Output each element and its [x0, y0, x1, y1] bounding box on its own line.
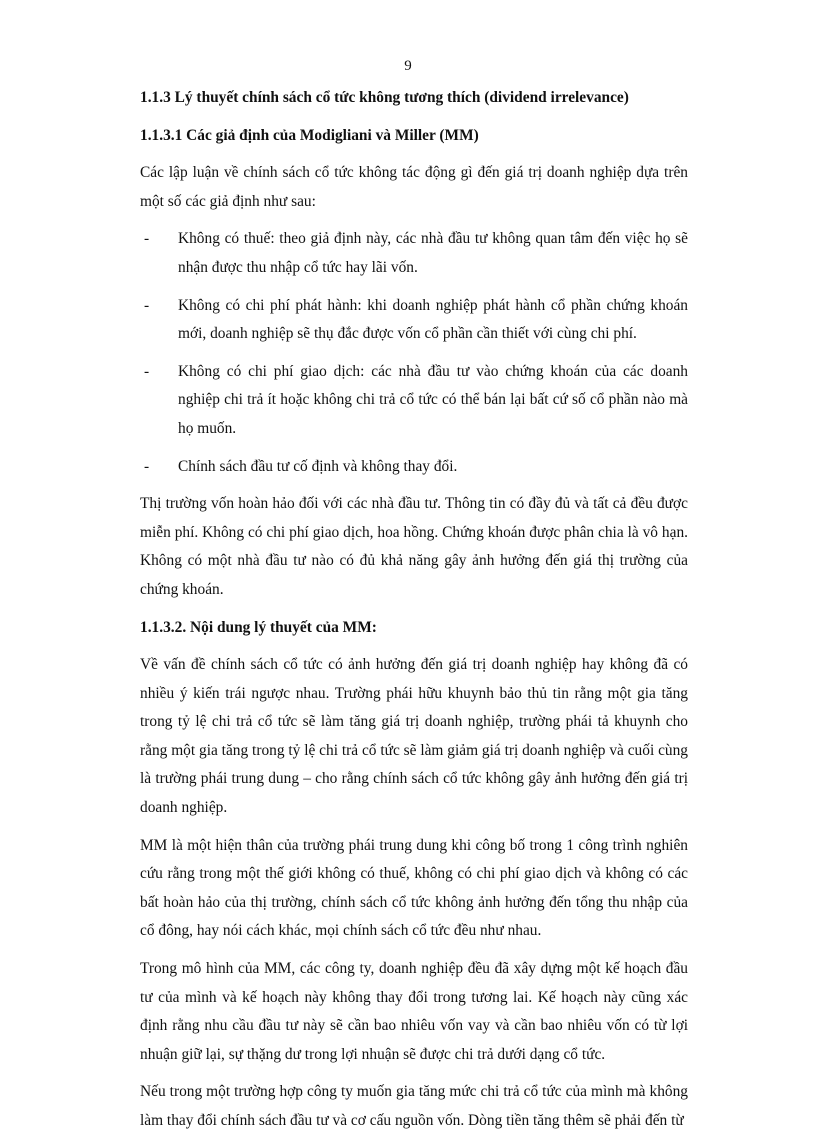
list-item: [140, 225, 688, 282]
list-item: [140, 358, 688, 444]
subsection-heading-theory: 1.1.3.2. Nội dung lý thuyết của MM:: [140, 618, 377, 636]
bullet-dash: -: [144, 362, 150, 380]
bullet-dash: -: [144, 296, 150, 314]
list-item-text: Không có thuế: theo giả định này, các nhà đầu tư không quan tâm đến việc họ sẽ nhận được thu nhập cổ tức hay lãi vốn.: [178, 230, 688, 276]
list-item: [140, 453, 688, 482]
list-item: [140, 292, 688, 349]
list-item-text: Không có chi phí giao dịch: các nhà đầu tư vào chứng khoán của các doanh nghiệp chi trả ít hoặc không chi trả cổ tức có thể bán lại bất cứ số cổ phần nào mà họ muốn.: [178, 362, 688, 437]
section-heading: 1.1.3 Lý thuyết chính sách cổ tức không tương thích (dividend irrelevance): [140, 89, 629, 106]
body-paragraph: Về vấn đề chính sách cổ tức có ảnh hưởng đến giá trị doanh nghiệp hay không đã có nhiều ý kiến trái ngược nhau. Trường phái hữu khuynh bảo thủ tin rằng một gia tăng trong tỷ lệ chi trả cổ tức sẽ làm tăng giá trị doanh nghiệp, trường phái tả khuynh cho rằng một gia tăng trong tỷ lệ chi trả cổ tức sẽ làm giảm giá trị doanh nghiệp và cuối cùng là trường phái trung dung – cho rằng chính sách cổ tức không gây ảnh hưởng đến giá trị doanh nghiệp.: [140, 656, 688, 817]
bullet-dash: -: [144, 230, 150, 248]
subsection-heading-assumptions: 1.1.3.1 Các giả định của Modigliani và Miller (MM): [140, 126, 479, 144]
page-number: 9: [404, 58, 412, 74]
bullet-dash: -: [144, 457, 150, 475]
market-paragraph: Thị trường vốn hoàn hảo đối với các nhà đầu tư. Thông tin có đầy đủ và tất cả đều được miễn phí. Không có chi phí giao dịch, hoa hồng. Chứng khoán được phân chia là vô hạn. Không có một nhà đầu tư nào có đủ khả năng gây ảnh hưởng đến giá thị trường của chứng khoán.: [140, 495, 688, 598]
body-paragraph: Trong mô hình của MM, các công ty, doanh nghiệp đều đã xây dựng một kế hoạch đầu tư của mình và kế hoạch này không thay đổi trong tương lai. Kế hoạch này cũng xác định rằng nhu cầu đầu tư này sẽ cần bao nhiêu vốn vay và cần bao nhiêu vốn có từ lợi nhuận giữ lại, sự thặng dư trong lợi nhuận sẽ được chi trả dưới dạng cổ tức.: [140, 960, 688, 1063]
page-content: [140, 84, 688, 1145]
list-item-text: Chính sách đầu tư cố định và không thay đổi.: [178, 457, 458, 475]
list-item-text: Không có chi phí phát hành: khi doanh nghiệp phát hành cổ phần chứng khoán mới, doanh nghiệp sẽ thụ đắc được vốn cổ phần cần thiết với cùng chi phí.: [178, 296, 688, 343]
body-paragraph: Nếu trong một trường hợp công ty muốn gia tăng mức chi trả cổ tức của mình mà không làm thay đổi chính sách đầu tư và cơ cấu nguồn vốn. Dòng tiền tăng thêm sẽ phải đến từ: [140, 1083, 688, 1129]
intro-paragraph: Các lập luận về chính sách cổ tức không tác động gì đến giá trị doanh nghiệp dựa trên một số các giả định như sau:: [140, 164, 688, 210]
assumptions-list: [140, 225, 688, 481]
body-paragraph: MM là một hiện thân của trường phái trung dung khi công bố trong 1 công trình nghiên cứu rằng trong một thế giới không có thuế, không có chi phí giao dịch và không có các bất hoàn hảo của thị trường, chính sách cổ tức không ảnh hưởng đến tổng thu nhập của cổ đông, hay nói cách khác, mọi chính sách cổ tức đều như nhau.: [140, 836, 688, 940]
